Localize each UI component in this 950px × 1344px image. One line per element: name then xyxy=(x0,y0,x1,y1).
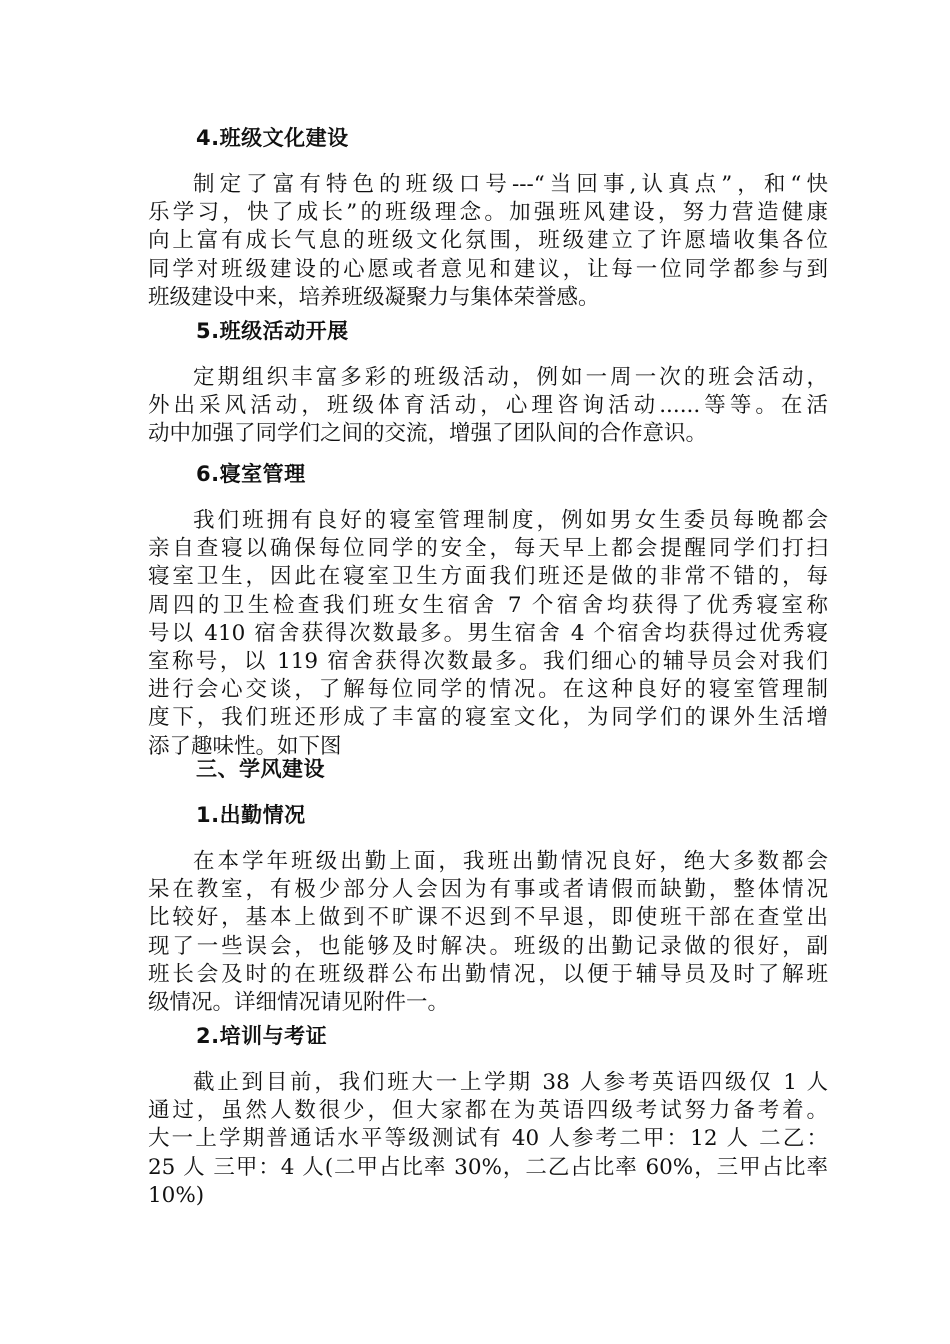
section-heading-class-culture: 4.班级文化建设 xyxy=(196,126,349,150)
text-line: 向上富有成长气息的班级文化氛围，班级建立了许愿墙收集各位 xyxy=(148,228,828,254)
paragraph-training-certification xyxy=(148,1069,828,1210)
text-line: 10%) xyxy=(148,1182,205,1208)
text-line: 班长会及时的在班级群公布出勤情况，以便于辅导员及时了解班 xyxy=(148,961,828,987)
text-line: 动中加强了同学们之间的交流，增强了团队间的合作意识。 xyxy=(148,421,708,447)
text-line: 级情况。详细情况请见附件一。 xyxy=(148,989,450,1015)
text-line: 大一上学期普通话水平等级测试有 40 人参考二甲：12 人 二乙： xyxy=(148,1126,828,1152)
text-line: 乐学习，快了成长”的班级理念。加强班风建设，努力营造健康 xyxy=(148,200,828,226)
text-line: 截止到目前，我们班大一上学期 38 人参考英语四级仅 1 人 xyxy=(193,1070,828,1095)
text-line: 比较好，基本上做到不旷课不迟到不早退，即使班干部在查堂出 xyxy=(148,905,828,931)
section-heading-class-activities: 5.班级活动开展 xyxy=(196,319,349,343)
text-line: 亲自查寝以确保每位同学的安全，每天早上都会提醒同学们打扫 xyxy=(148,536,828,562)
text-line: 25 人 三甲：4 人(二甲占比率 30%，二乙占比率 60%，三甲占比率 xyxy=(148,1154,828,1180)
text-line: 现了一些误会，也能够及时解决。班级的出勤记录做的很好，副 xyxy=(148,933,828,959)
text-line: 添了趣味性。如下图 xyxy=(148,733,342,759)
paragraph-dorm-management xyxy=(148,507,828,761)
text-line: 在本学年班级出勤上面，我班出勤情况良好，绝大多数都会 xyxy=(193,849,828,874)
paragraph-class-culture xyxy=(148,171,828,312)
section-heading-training-certification: 2.培训与考证 xyxy=(196,1024,328,1048)
text-line: 号以 410 宿舍获得次数最多。男生宿舍 4 个宿舍均获得过优秀寝 xyxy=(148,620,828,646)
text-line: 通过，虽然人数很少，但大家都在为英语四级考试努力备考着。 xyxy=(148,1098,828,1124)
section-heading-attendance: 1.出勤情况 xyxy=(196,803,306,827)
paragraph-class-activities xyxy=(148,364,828,449)
text-line: 周四的卫生检查我们班女生宿舍 7 个宿舍均获得了优秀寝室称 xyxy=(148,592,828,618)
text-line: 寝室卫生，因此在寝室卫生方面我们班还是做的非常不错的，每 xyxy=(148,564,828,590)
text-line: 定期组织丰富多彩的班级活动，例如一周一次的班会活动， xyxy=(193,365,828,390)
text-line: 度下，我们班还形成了丰富的寝室文化，为同学们的课外生活增 xyxy=(148,705,828,731)
text-line: 班级建设中来，培养班级凝聚力与集体荣誉感。 xyxy=(148,284,600,310)
paragraph-attendance xyxy=(148,848,828,1017)
text-line: 室称号，以 119 宿舍获得次数最多。我们细心的辅导员会对我们 xyxy=(148,648,828,674)
section-heading-dorm-management: 6.寝室管理 xyxy=(196,462,306,486)
text-line: 呆在教室，有极少部分人会因为有事或者请假而缺勤，整体情况 xyxy=(148,877,828,903)
text-line: 我们班拥有良好的寝室管理制度，例如男女生委员每晚都会 xyxy=(193,508,828,533)
text-line: 同学对班级建设的心愿或者意见和建议，让每一位同学都参与到 xyxy=(148,256,828,282)
text-line: 进行会心交谈，了解每位同学的情况。在这种良好的寝室管理制 xyxy=(148,677,828,703)
text-line: 制定了富有特色的班级口号---“当回事,认真点”，和“快 xyxy=(193,172,828,197)
part-heading-study-style: 三、学风建设 xyxy=(196,757,325,781)
text-line: 外出采风活动，班级体育活动，心理咨询活动......等等。在活 xyxy=(148,393,828,419)
